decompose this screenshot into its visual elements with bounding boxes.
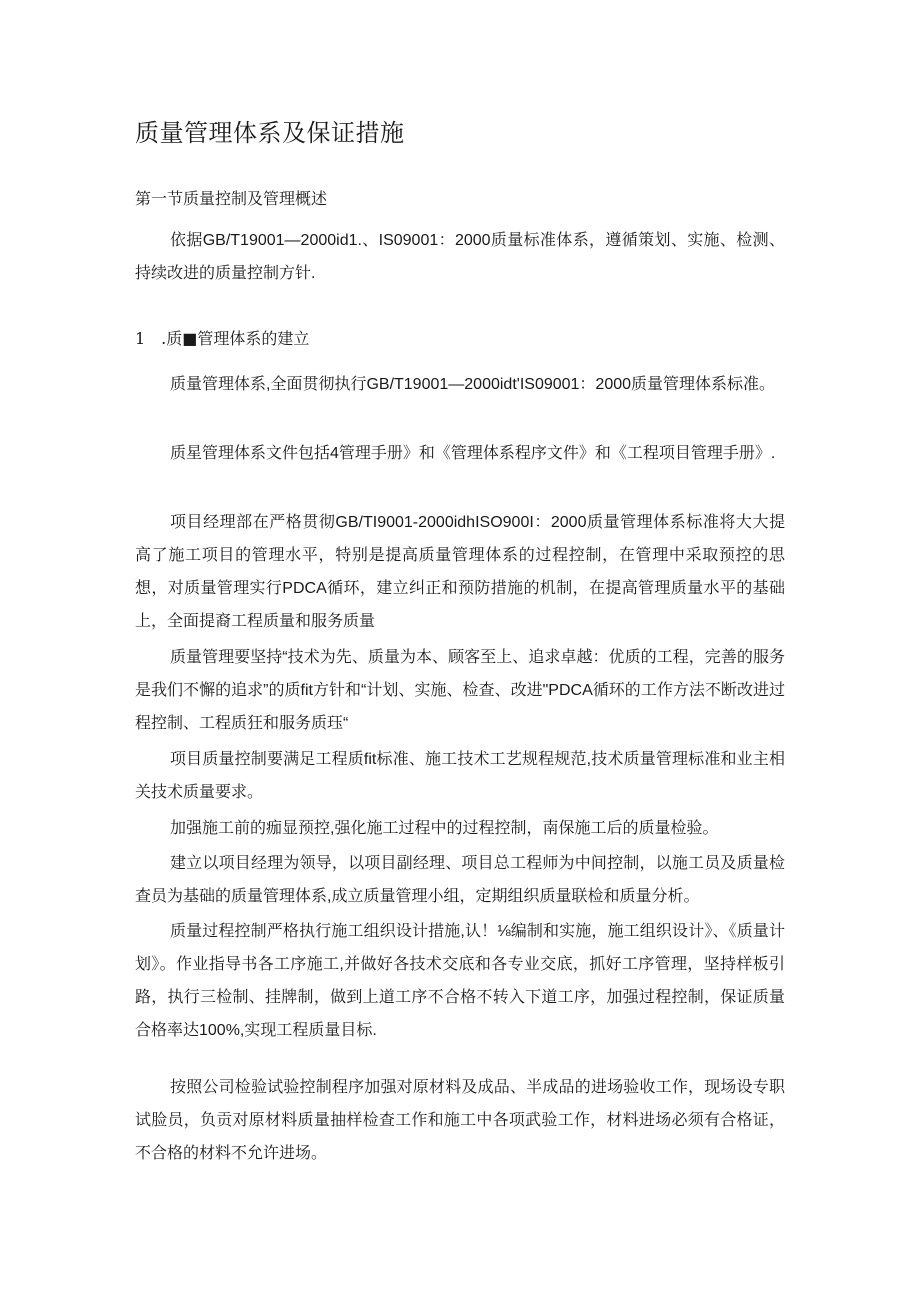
page-title: 质量管理体系及保证措施 [135, 119, 405, 147]
intro-paragraph: 依据GB/T19001—2000id1.、IS09001：2000质量标准体系，遵循策划、实施、检测、持续改进的质量控制方针. [135, 232, 785, 282]
body-paragraph: 质星管理体系文件包括4管理手册》和《管理体系程序文件》和《工程项目管理手册》. [170, 445, 776, 462]
body-paragraph: 按照公司检验试验控制程序加强对原材料及成品、半成品的进场验收工作，现场设专职试脸员，负贡对原材料质量抽样检查工作和施工中各项武验工作，材料进场必须有合格证，不合格的材料不允许进场。 [135, 1079, 785, 1162]
body-paragraph: 项目质量控制要满足工程质fit标准、施工技术工艺规程规范,技术质量管理标准和业主相关技术质量要求。 [135, 751, 785, 801]
body-paragraph: 质量管理体系,全面贯彻执行GB/T19001—2000idt'IS09001：2000质量管理体系标准。 [170, 376, 776, 393]
body-paragraph: 质量管理要坚持“技术为先、质量为本、顾客至上、追求卓越：优质的工程，完善的服务是我们不懈的追求”的质fit方针和“计划、实施、检查、改进"PDCA循环的工作方法不断改进过程控制、工程质狂和服务质珏“ [135, 649, 785, 732]
body-paragraph: 建立以项目经理为领导，以项目副经理、项目总工程师为中间控制，以施工员及质量检查员为基础的质量管理体系,成立质量管理小组，定期组织质量联检和质量分析。 [135, 855, 785, 905]
subsection-heading: 1 .质■管理体系的建立 [135, 329, 310, 348]
body-paragraph: 加强施工前的痂显预控,强化施工过程中的过程控制，南保施工后的质量检验。 [170, 820, 719, 837]
body-paragraph: 质量过程控制严格执行施工组织设计措施,认！⅛编制和实施，施工组织设计》、《质量计划》。作业指导书各工序施工,并做好各技术交底和各专业交底，抓好工序管理，坚持样板引路，执行三检制、挂牌制，做到上道工序不合格不转入下道工序，加强过程控制，保证质量合格率达100%,实现工程质量目标. [135, 923, 785, 1039]
section-heading: 第一节质量控制及管理概述 [135, 189, 328, 208]
body-paragraph: 项目经理部在严格贯彻GB/TI9001-2000idhISO900I：2000质量管理体系标准将大大提高了施工项目的管理水平，特别是提高质量管理体系的过程控制，在管理中采取预控的思想，对质量管理实行PDCA循环，建立纠正和预防措施的机制，在提高管理质量水平的基础上，全面提裔工程质量和服务质量 [135, 514, 785, 630]
